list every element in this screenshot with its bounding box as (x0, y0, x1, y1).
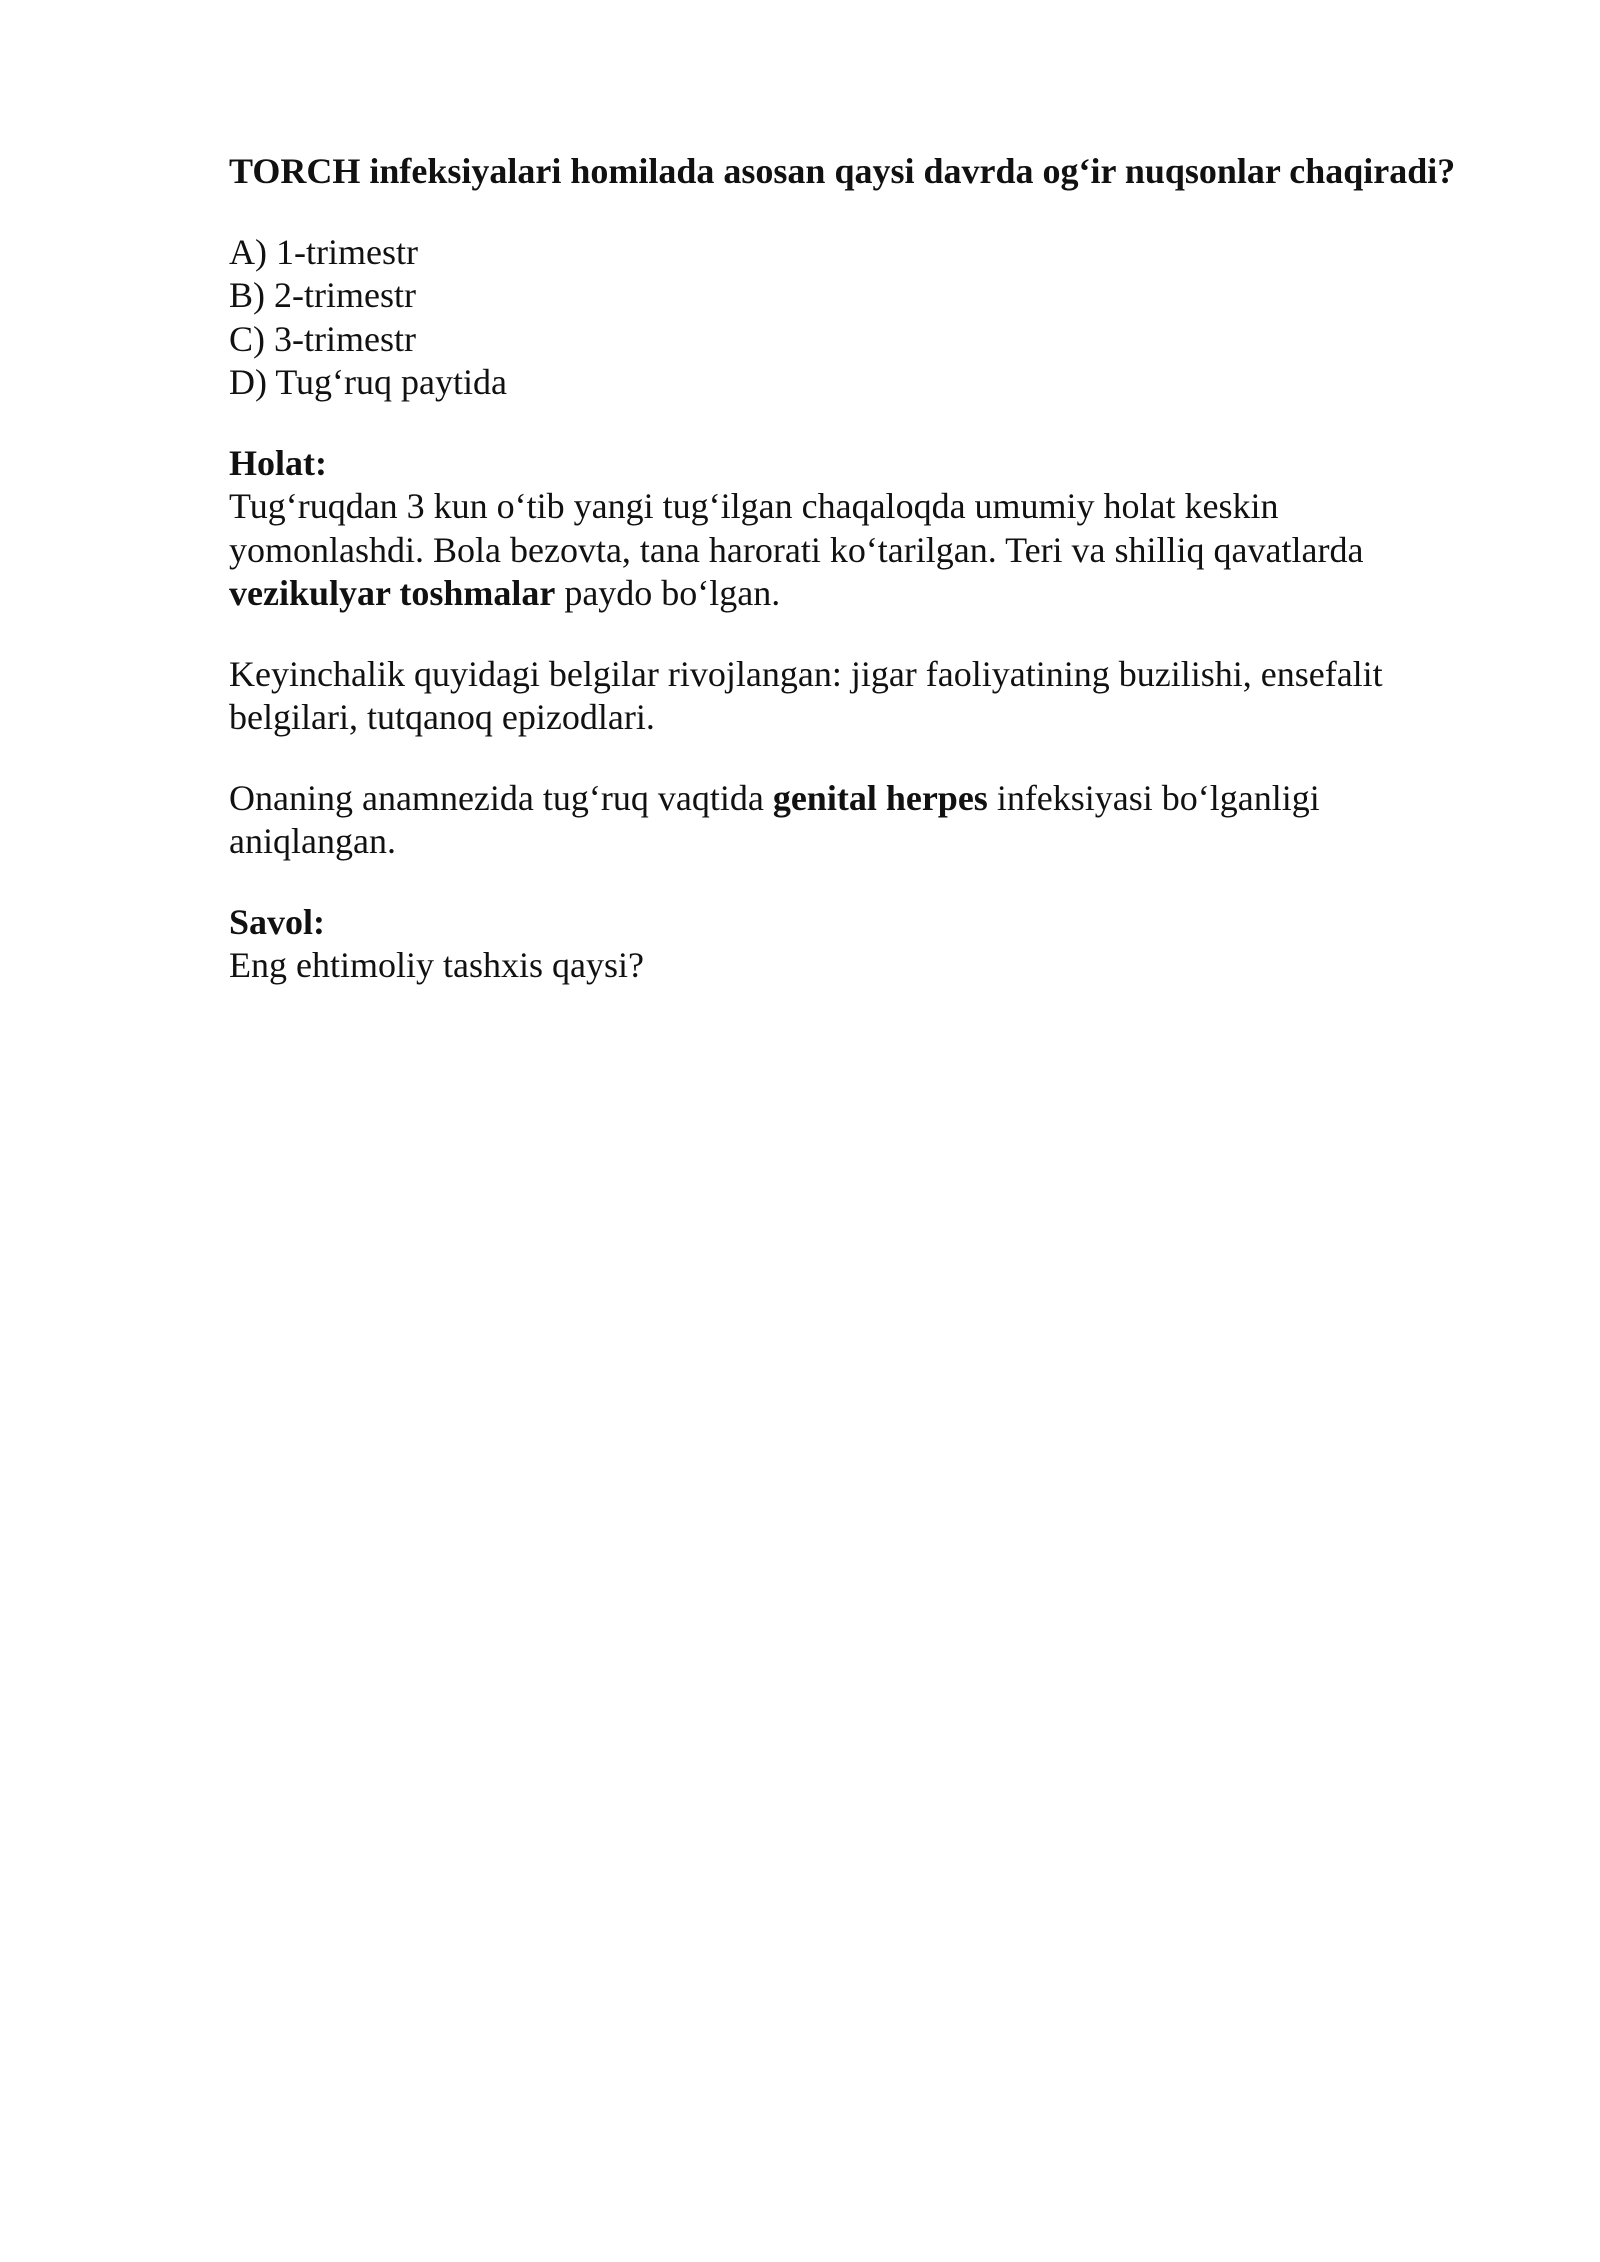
case-paragraph-2: Keyinchalik quyidagi belgilar rivojlangan: jigar faoliyatining buzilishi, ensefalit belgilari, tutqanoq epizodlari. (229, 653, 1383, 737)
option-c: C) 3-trimestr (229, 318, 416, 359)
anamnesis-text-end: infeksiyasi bo‘lganligi aniqlangan. (229, 777, 1320, 861)
anamnesis-text-start: Onaning anamnezida tug‘ruq vaqtida (229, 777, 773, 818)
case-paragraph-3 (229, 777, 1469, 864)
option-b: B) 2-trimestr (229, 275, 416, 315)
case-text-start: Tug‘ruqdan 3 kun o‘tib yangi tug‘ilgan chaqaloqda umumiy holat keskin yomonlashdi. Bola bezovta, tana harorati ko‘tarilgan. Teri va shilliq qavatlarda (229, 486, 1364, 570)
case-text-end: paydo bo‘lgan. (555, 573, 781, 613)
case-paragraph-1 (229, 442, 1469, 616)
option-a: A) 1-trimestr (229, 231, 418, 272)
document-content (229, 150, 1469, 988)
option-d: D) Tug‘ruq paytida (229, 362, 507, 402)
question-text: Eng ehtimoliy tashxis qaysi? (229, 945, 644, 985)
question-heading: Savol: (229, 901, 326, 942)
question-title: TORCH infeksiyalari homilada asosan qaysi davrda og‘ir nuqsonlar chaqiradi? (229, 151, 1456, 191)
case-text-bold: vezikulyar toshmalar (229, 573, 556, 613)
answer-options (229, 231, 1469, 405)
question-section (229, 901, 1469, 988)
case-heading: Holat: (229, 442, 327, 483)
anamnesis-text-bold: genital herpes (772, 777, 988, 818)
